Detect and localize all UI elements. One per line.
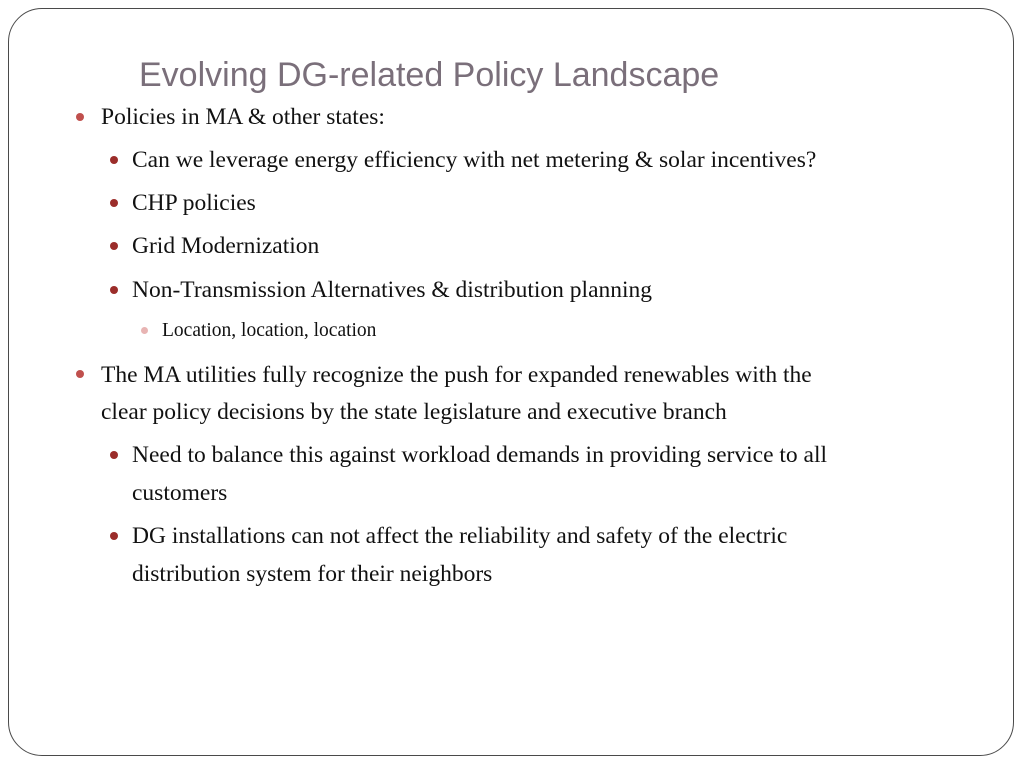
bullet-dot-icon (76, 113, 84, 121)
bullet-level2: Grid Modernization (132, 233, 320, 259)
bullet-level1: Policies in MA & other states: (101, 104, 385, 130)
bullet-level2-line1: DG installations can not affect the reliability and safety of the electric (132, 523, 788, 549)
bullet-dot-icon (110, 286, 118, 294)
bullet-level1-line2: clear policy decisions by the state legislature and executive branch (101, 399, 727, 425)
bullet-dot-icon (110, 199, 118, 207)
bullet-level2: Can we leverage energy efficiency with net metering & solar incentives? (132, 147, 817, 173)
bullet-level3: Location, location, location (162, 320, 377, 341)
bullet-dot-icon (76, 370, 84, 378)
bullet-level2: CHP policies (132, 190, 256, 216)
bullet-dot-icon (110, 532, 118, 540)
slide-title: Evolving DG-related Policy Landscape (139, 56, 720, 94)
bullet-level1-line1: The MA utilities fully recognize the push for expanded renewables with the (101, 362, 812, 388)
bullet-level2-line2: customers (132, 480, 228, 506)
bullet-level2-line1: Need to balance this against workload demands in providing service to all (132, 442, 828, 468)
bullet-dot-icon (110, 451, 118, 459)
bullet-dot-icon (141, 327, 148, 334)
bullet-dot-icon (110, 242, 118, 250)
bullet-level2: Non-Transmission Alternatives & distribution planning (132, 277, 653, 303)
bullet-dot-icon (110, 156, 118, 164)
bullet-level2-line2: distribution system for their neighbors (132, 561, 493, 587)
